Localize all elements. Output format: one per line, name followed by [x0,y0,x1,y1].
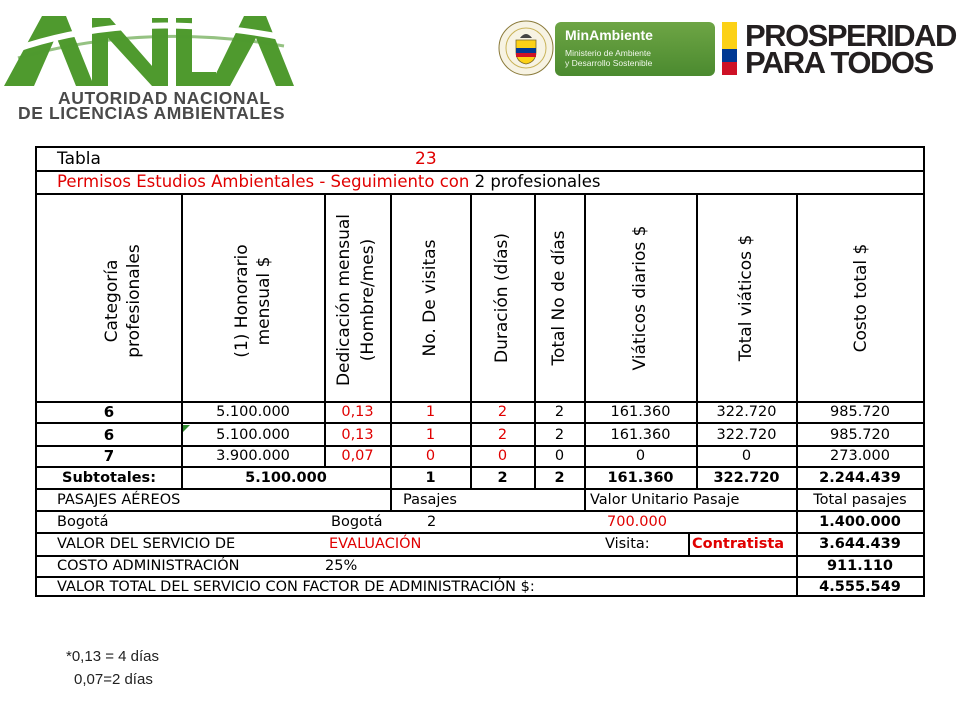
tabla-label: Tabla [57,149,101,169]
table-subtitle-red: Permisos Estudios Ambientales - Seguimiento con [57,172,470,191]
colombia-flag-bar-icon [722,22,737,75]
anla-name-line2: DE LICENCIAS AMBIENTALES [18,103,286,123]
colombia-seal-icon [498,20,554,76]
tabla-number: 23 [415,149,437,169]
header-total-dias: Total No de días [549,230,569,366]
slogan-line2: PARA TODOS [745,45,933,80]
table-subtitle [57,174,601,191]
pasajes-header-row: PASAJES AÉREOS Pasajes Valor Unitario Pasaje Total pasajes [57,492,907,508]
admin-row: COSTO ADMINISTRACIÓN 25% 911.110 [57,558,894,574]
table-row: 7 3.900.000 0,07 0 0 0 0 0 273.000 [103,447,890,465]
subtotal-row: Subtotales: 5.100.000 1 2 2 161.360 322.720 2.244.439 [62,470,901,486]
total-row: VALOR TOTAL DEL SERVICIO CON FACTOR DE ADMINISTRACIÓN $: 4.555.549 [57,579,901,595]
cost-table [35,146,925,597]
table-row: 6 5.100.000 0,13 1 2 2 161.360 322.720 985.720 [103,403,890,421]
comment-marker-icon [183,425,191,433]
header-duracion: Duración (días) [492,233,512,363]
anla-wordmark-icon [4,8,296,90]
header-costo-total: Costo total $ [851,243,871,353]
table-subtitle-black: 2 profesionales [474,172,601,191]
header-total-viaticos: Total viáticos $ [736,234,756,362]
header-honorario: (1) Honorario mensual $ [232,244,274,358]
servicio-row: VALOR DEL SERVICIO DE EVALUACIÓN Visita: Contratista 3.644.439 [57,536,901,552]
anla-logo [0,0,300,130]
header-dedicacion: Dedicación mensual (Hombre/mes) [334,213,378,387]
minambiente-subtitle-2: y Desarrollo Sostenible [565,58,653,68]
header-visitas: No. De visitas [420,239,440,357]
anla-name-line1: AUTORIDAD NACIONAL [58,88,271,108]
minambiente-subtitle-1: Ministerio de Ambiente [565,48,651,58]
minambiente-logo [555,22,715,76]
note-line-1: *0,13 = 4 días [66,648,159,665]
header-viaticos-diarios: Viáticos diarios $ [630,225,650,371]
pasajes-row: Bogotá Bogotá 2 700.000 1.400.000 [57,514,901,530]
header-categoria: Categoría profesionales [102,244,144,358]
slogan-line1: PROSPERIDAD [745,18,956,53]
table-row: 6 5.100.000 0,13 1 2 2 161.360 322.720 985.720 [103,426,890,444]
note-line-2: 0,07=2 días [74,671,153,688]
minambiente-title: MinAmbiente [565,27,653,43]
